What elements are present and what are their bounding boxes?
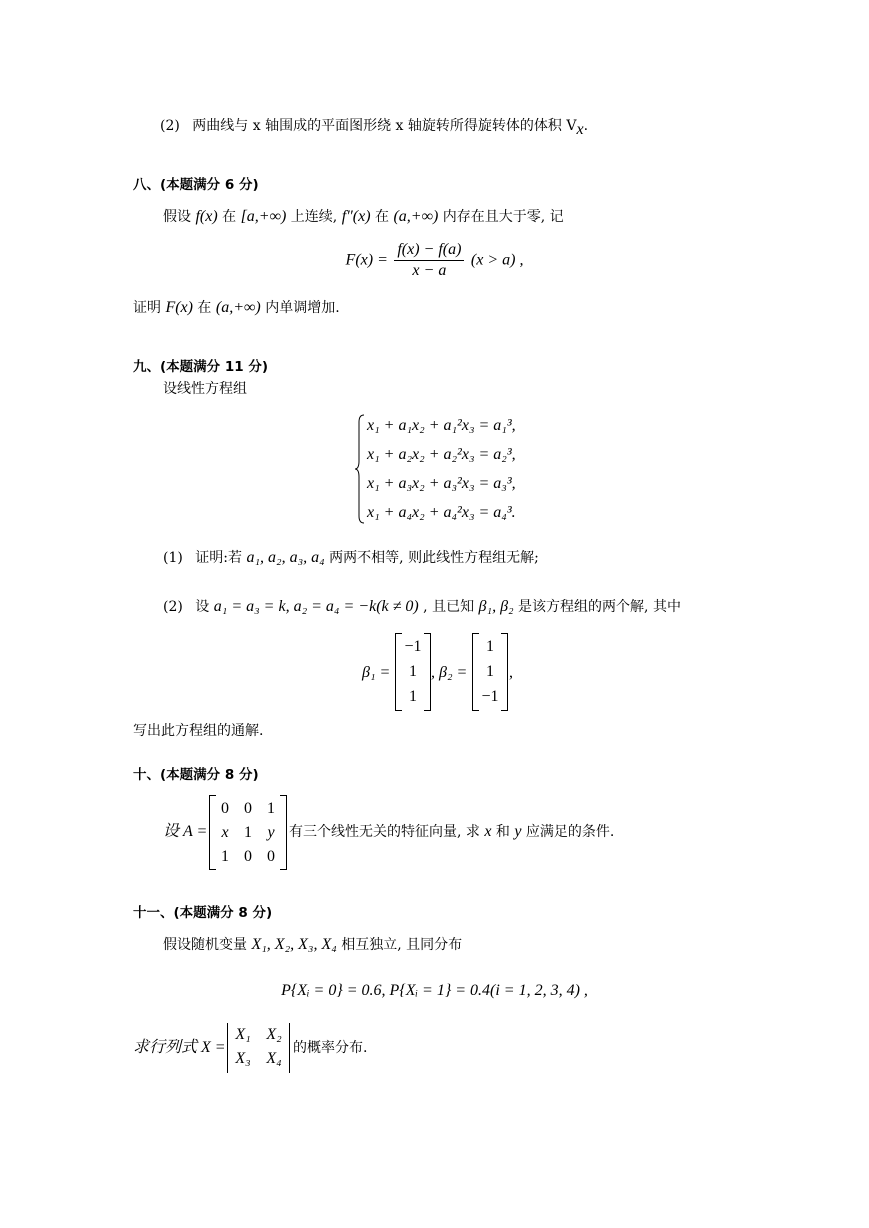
q10-matrix-entry: 0 <box>267 848 275 865</box>
q11-intro-text-a: 假设随机变量 <box>163 937 252 953</box>
q11-ask-tail: 的概率分布. <box>293 1040 368 1056</box>
q9-beta2-vector <box>472 633 508 711</box>
q9-beta2-label: , β₂ = <box>431 664 468 681</box>
q9-part2-text-c: 是该方程组的两个解, 其中 <box>513 599 681 615</box>
q8-fpp: f″(x) <box>341 208 371 225</box>
q8-interval-closed: [a,+∞) <box>240 208 287 225</box>
q11-det-entry: X₂ <box>266 1026 282 1043</box>
q11-ask <box>133 1038 226 1058</box>
q8-formula-lhs: F(x) = <box>345 251 388 269</box>
q8-intro <box>163 207 564 227</box>
q9-part2-betas: β₁, β₂ <box>478 598 514 615</box>
q11-det-entry: X₄ <box>266 1050 282 1067</box>
q9-beta1-vector <box>395 633 431 711</box>
q10-matrix-entry: 0 <box>221 800 229 817</box>
q9-equation-3: x₁ + a₃x₂ + a₃²x₃ = a₃³, <box>367 475 516 492</box>
q8-intro-text-c: 上连续, <box>286 209 342 225</box>
q10-matrix-entry: 0 <box>244 800 252 817</box>
q10-heading: 十、(本题满分 8 分) <box>133 767 259 783</box>
q7-part2 <box>160 116 588 140</box>
q10-matrix-entry: y <box>267 824 275 841</box>
q9-beta2-entry: 1 <box>486 638 494 655</box>
q9-conclusion: 写出此方程组的通解. <box>133 723 264 739</box>
q9-equation-4: x₁ + a₄x₂ + a₄²x₃ = a₄³. <box>367 504 516 521</box>
q8-intro-text-e: 内存在且大于零, 记 <box>438 209 564 225</box>
q8-Fx: F(x) <box>165 299 193 316</box>
q9-equation-2: x₁ + a₂x₂ + a₂²x₃ = a₂³, <box>367 446 516 463</box>
q9-beta2-entry: 1 <box>486 663 494 680</box>
q9-part1-vars: a₁, a₂, a₃, a₄ <box>246 549 325 566</box>
q9-equation-1: x₁ + a₁x₂ + a₁²x₃ = a₁³, <box>367 417 516 434</box>
q8-interval-open: (a,+∞) <box>393 208 439 225</box>
q9-beta1-entry: 1 <box>409 688 417 705</box>
q10-matrix-entry: 1 <box>244 824 252 841</box>
q11-intro <box>163 935 462 955</box>
q9-beta1-entry: 1 <box>409 663 417 680</box>
q10-matrix-entry: x <box>221 824 229 841</box>
q11-intro-text-b: 相互独立, 且同分布 <box>336 937 463 953</box>
q8-prove-text-a: 证明 <box>133 300 166 316</box>
q11-formula: P{Xᵢ = 0} = 0.6, P{Xᵢ = 1} = 0.4(i = 1, 2, 3, 4) , <box>281 982 588 999</box>
q9-part1-number: (1) <box>163 550 183 566</box>
q10-tail-text-a: 有三个线性无关的特征向量, 求 <box>289 824 485 840</box>
q7-part2-number: (2) <box>160 118 180 134</box>
q8-prove-text-c: 内单调增加. <box>260 300 340 316</box>
q9-beta-end: , <box>509 664 513 681</box>
q8-heading: 八、(本题满分 6 分) <box>133 177 259 193</box>
q10-tail <box>289 822 614 842</box>
q8-formula-condition: (x > a) , <box>470 251 524 269</box>
q9-intro: 设线性方程组 <box>163 381 247 397</box>
q8-fx: f(x) <box>195 208 218 225</box>
q8-intro-text-a: 假设 <box>163 209 196 225</box>
q8-formula-denominator: x − a <box>412 262 447 279</box>
q8-prove <box>133 298 340 318</box>
q9-beta1-entry: −1 <box>404 638 422 655</box>
q9-part2-number: (2) <box>163 599 183 615</box>
q9-beta1-label: β₁ = <box>362 664 391 681</box>
q9-part1-text-b: 两两不相等, 则此线性方程组无解; <box>324 550 539 566</box>
q10-matrix-entry: 1 <box>221 848 229 865</box>
q9-part1-text-a: 证明:若 <box>195 550 247 566</box>
q7-part2-sub: x <box>576 120 584 138</box>
q8-formula-fraction <box>394 240 464 281</box>
q9-part2-text-b: , 且已知 <box>418 599 479 615</box>
q9-part2 <box>163 597 681 617</box>
q11-ask-text-a: 求行列式 X = <box>133 1039 226 1056</box>
q10-tail-y: y <box>514 823 522 840</box>
q10-matrix-A <box>209 795 287 870</box>
q10-lead <box>163 822 207 842</box>
q9-part2-condition: a₁ = a₃ = k, a₂ = a₄ = −k(k ≠ 0) <box>213 598 419 615</box>
q10-matrix-entry: 0 <box>244 848 252 865</box>
q10-tail-x: x <box>484 823 492 840</box>
q11-intro-vars: X₁, X₂, X₃, X₄ <box>251 936 337 953</box>
q10-tail-text-b: 和 <box>491 824 515 840</box>
q8-prove-text-b: 在 <box>192 300 216 316</box>
q10-tail-text-c: 应满足的条件. <box>521 824 615 840</box>
q9-part2-text-a: 设 <box>195 599 214 615</box>
q7-part2-text: 两曲线与 x 轴围成的平面图形绕 x 轴旋转所得旋转体的体积 V <box>192 118 577 134</box>
q9-system-brace <box>355 414 365 524</box>
q8-intro-text-b: 在 <box>217 209 241 225</box>
q10-matrix-entry: 1 <box>267 800 275 817</box>
q8-formula-numerator: f(x) − f(a) <box>394 240 464 261</box>
q9-beta2-entry: −1 <box>481 688 499 705</box>
q10-lead-text: 设 A = <box>163 823 208 840</box>
q8-formula <box>0 240 869 281</box>
q9-part1 <box>163 548 539 568</box>
q11-heading: 十一、(本题满分 8 分) <box>133 905 273 921</box>
q11-det-entry: X₁ <box>235 1026 251 1043</box>
q8-prove-interval: (a,+∞) <box>215 299 261 316</box>
q11-det-entry: X₃ <box>235 1050 251 1067</box>
q8-intro-text-d: 在 <box>370 209 394 225</box>
q7-part2-end: . <box>583 118 589 134</box>
q9-heading: 九、(本题满分 11 分) <box>133 359 269 375</box>
q11-determinant <box>227 1023 290 1073</box>
